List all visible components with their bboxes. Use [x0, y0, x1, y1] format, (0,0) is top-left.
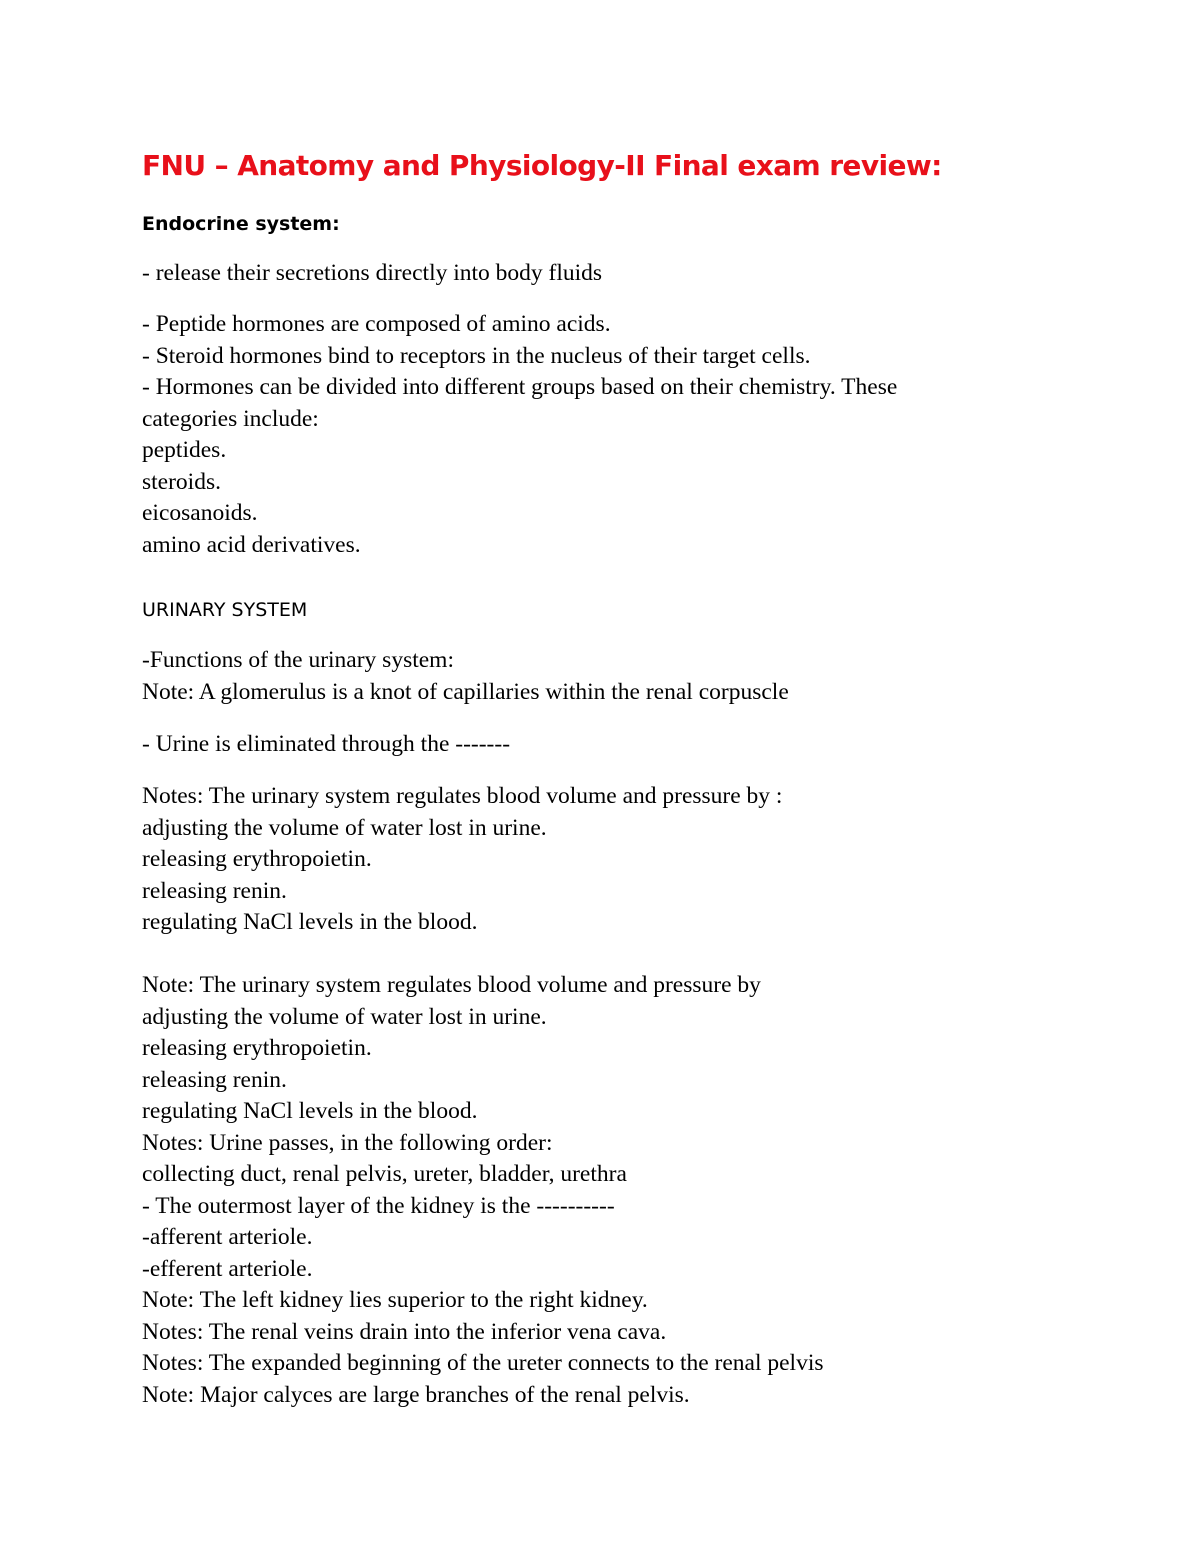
text-line: Note: A glomerulus is a knot of capillaries within the renal corpuscle [142, 678, 789, 705]
text-line: - Steroid hormones bind to receptors in the nucleus of their target cells. [142, 342, 811, 369]
text-line: Notes: The renal veins drain into the inferior vena cava. [142, 1318, 667, 1345]
text-line: - release their secretions directly into body fluids [142, 260, 603, 286]
text-line: - Peptide hormones are composed of amino acids. [142, 311, 611, 337]
document-title: FNU – Anatomy and Physiology-II Final exam review: [142, 149, 942, 182]
text-line: eicosanoids. [142, 500, 258, 526]
text-line: releasing renin. [142, 877, 287, 904]
urine-eliminated-question [142, 729, 510, 761]
text-line: categories include: [142, 405, 319, 432]
endocrine-intro [142, 258, 602, 290]
text-line: regulating NaCl levels in the blood. [142, 1098, 478, 1124]
text-line: regulating NaCl levels in the blood. [142, 909, 478, 935]
text-line: releasing erythropoietin. [142, 846, 372, 872]
text-line: -efferent arteriole. [142, 1255, 313, 1282]
text-line: - Urine is eliminated through the ------- [142, 731, 511, 757]
urinary-functions [142, 645, 789, 708]
text-line: peptides. [142, 437, 227, 463]
text-line: steroids. [142, 468, 221, 495]
text-line: Note: The urinary system regulates blood volume and pressure by [142, 972, 761, 998]
text-line: adjusting the volume of water lost in urine. [142, 814, 547, 841]
endocrine-notes [142, 309, 897, 561]
text-line: Notes: The expanded beginning of the ureter connects to the renal pelvis [142, 1350, 824, 1376]
urinary-regulation-notes [142, 781, 782, 939]
urinary-heading: URINARY SYSTEM [142, 599, 308, 621]
endocrine-heading: Endocrine system: [142, 213, 340, 235]
text-line: -afferent arteriole. [142, 1224, 313, 1250]
text-line: -Functions of the urinary system: [142, 647, 454, 673]
text-line: Notes: Urine passes, in the following order: [142, 1129, 553, 1156]
text-line: amino acid derivatives. [142, 531, 361, 558]
text-line: adjusting the volume of water lost in urine. [142, 1003, 547, 1030]
text-line: releasing renin. [142, 1066, 287, 1093]
text-line: Notes: The urinary system regulates blood volume and pressure by : [142, 783, 783, 809]
text-line: Note: The left kidney lies superior to the right kidney. [142, 1287, 648, 1313]
text-line: - Hormones can be divided into different groups based on their chemistry. These [142, 374, 898, 400]
text-line: releasing erythropoietin. [142, 1035, 372, 1061]
text-line: Note: Major calyces are large branches of the renal pelvis. [142, 1381, 690, 1408]
text-line: collecting duct, renal pelvis, ureter, bladder, urethra [142, 1161, 627, 1187]
urinary-more-notes [142, 970, 824, 1411]
text-line: - The outermost layer of the kidney is the ---------- [142, 1192, 615, 1219]
